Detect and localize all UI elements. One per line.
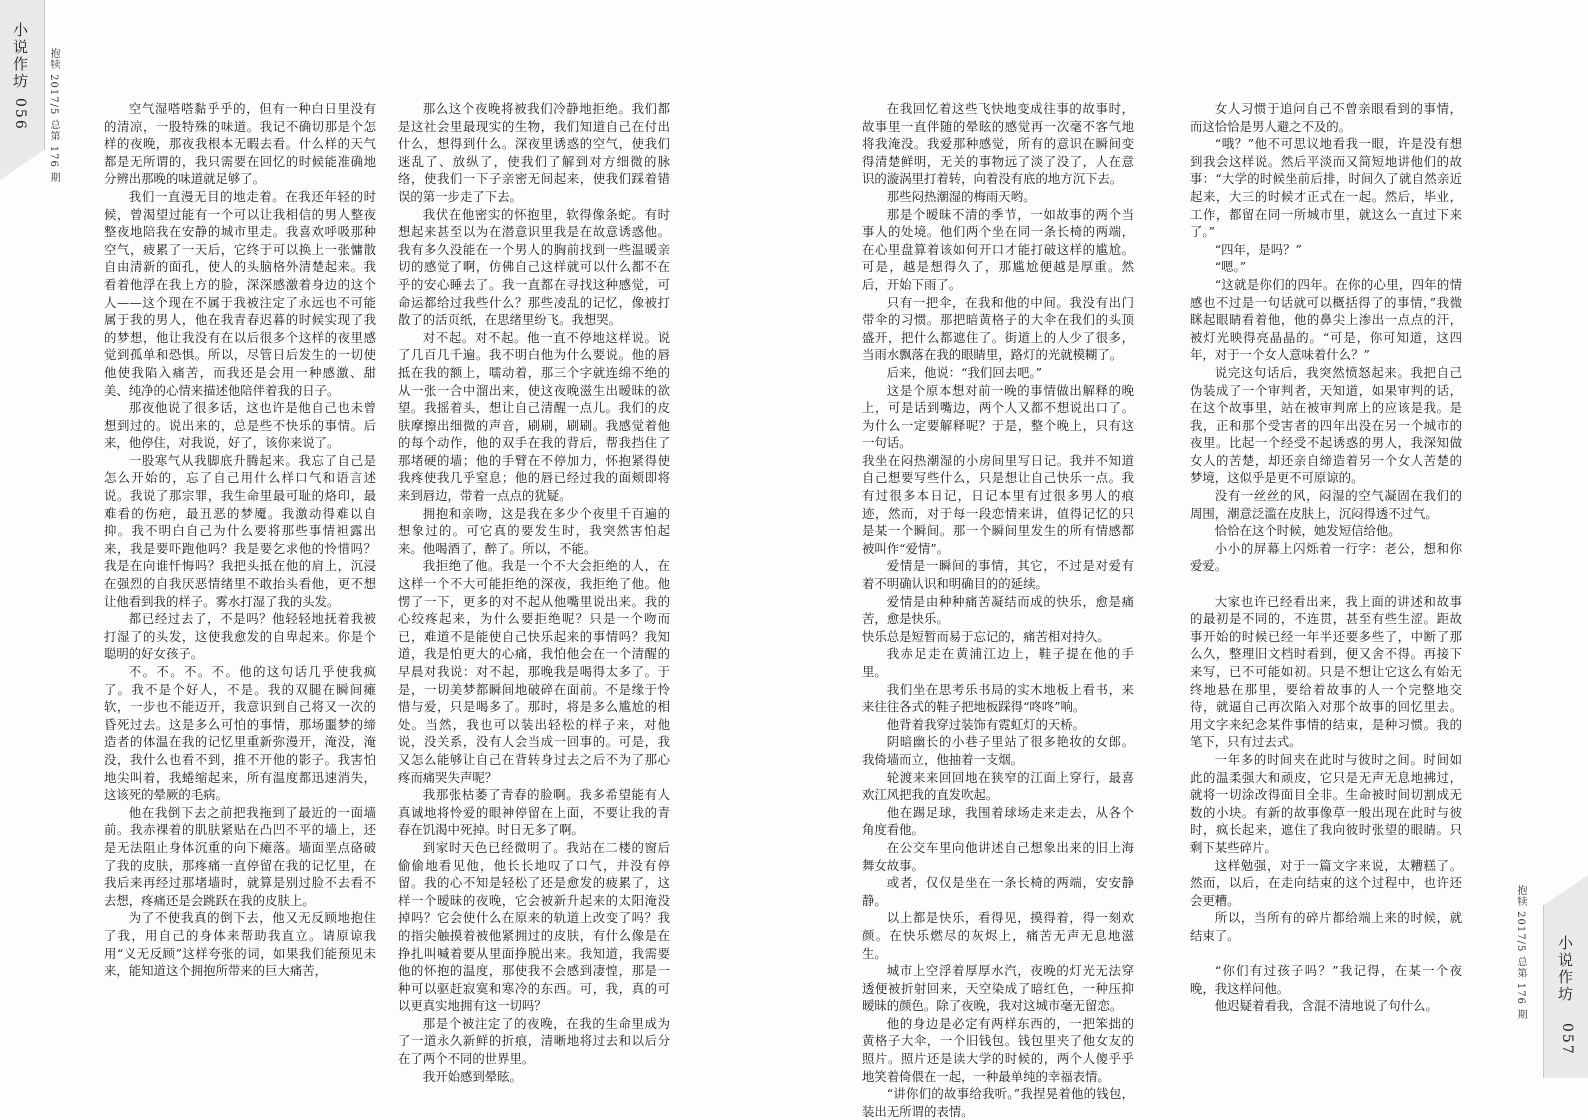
section-title: 小说作坊	[1556, 935, 1574, 1003]
paragraph: 那些闷热潮湿的梅雨天哟。	[886, 188, 1036, 204]
paragraph: 我赤足走在黄浦江边上，鞋子提在他的手里。	[862, 646, 1134, 679]
paragraph: 这样勉强，对于一篇文字来说，太糟糕了。然而，以后，在走向结束的这个过程中，也许还会更糟。	[1190, 857, 1462, 908]
issue-label: 抱犊 2017/5 总第 176 期	[48, 48, 59, 183]
paragraph: 没有一丝丝的风，闷湿的空气凝固在我们的周围，潮意泛滥在皮肤上，沉闷得透不过气。	[1190, 488, 1462, 521]
paragraph: 我开始感到晕眩。	[422, 1068, 522, 1084]
paragraph: “嗯。”	[1214, 259, 1247, 275]
paragraph: 那么这个夜晚将被我们冷静地拒绝。我们都是这社会里最现实的生物，我们知道自己在付出什么，想得到什么。深夜里诱惑的空气，使我们迷乱了、放纵了，使我们了解到对方细微的脉络，使我们一下子亲密无间起来，使我们踩着错误的第一步走了下去。	[398, 101, 670, 204]
text-column-2	[398, 100, 670, 1084]
paragraph: 轮渡来来回回地在狭窄的江面上穿行，最喜欢江风把我的直发吹起。	[862, 769, 1134, 803]
tab-fold	[0, 150, 44, 180]
paragraph: 只有一把伞，在我和他的中间。我没有出门带伞的习惯。那把暗黄格子的大伞在我们的头顶盛开，把什么都遮住了。街道上的人少了很多，当雨水飘落在我的眼睛里，路灯的光就模糊了。	[862, 294, 1134, 363]
paragraph: 那是个被注定了的夜晚，在我的生命里成为了一道永久新鲜的折痕，清晰地将过去和以后分在了两个不同的世界里。	[398, 1015, 670, 1067]
paragraph: 那是个暧昧不清的季节，一如故事的两个当事人的处境。他们两个坐在同一条长椅的两端，在心里盘算着该如何开口才能打破这样的尴尬。可是，越是想得久了，那尴尬便越是厚重。然后，开始下雨了。	[862, 206, 1134, 292]
left-page	[0, 0, 794, 1084]
paragraph: 为了不使我真的倒下去，他又无反顾地抱住了我，用自己的身体来帮助我直立。请原谅我用“义无反顾”这样夸张的词，如果我们能预见未来，能知道这个拥抱所带来的巨大痛苦，	[104, 910, 376, 979]
page-number: 057	[1559, 1023, 1575, 1056]
paragraph: 我坐在闷热潮湿的小房间里写日记。我并不知道自己想要写些什么，只是想让自己快乐一点。我有过很多本日记，日记本里有过很多男人的痕迹，然而，对于每一段恋情来讲，值得记忆的只是某一个瞬间。那一个瞬间里发生的所有情感都被叫作“爱情”。	[862, 452, 1134, 556]
issue-label: 抱犊 2017/5 总第 176 期	[1515, 885, 1526, 1020]
paragraph: 大家也许已经看出来，我上面的讲述和故事的最初是不同的，不连贯，甚至有些生涩。距故事开始的时候已经一年半还要多些了，中断了那么久，整理旧文档时看到，便又舍不得。再接下来写，已不可能如初。只是不想让它这么有始无终地悬在那里，要给着故事的人一个完整地交待，就逼自己再次陷入对那个故事的回忆里去。用文字来纪念某件事情的结束，是种习惯。我的笔下，只有过去式。	[1190, 593, 1462, 750]
section-title: 小说作坊	[11, 22, 29, 90]
paragraph: 拥抱和亲吻，这是我在多少个夜里千百遍的想象过的。可它真的要发生时，我突然害怕起来。他喝酒了，醉了。所以，不能。	[398, 505, 670, 556]
paragraph: “这就是你们的四年。在你的心里，四年的情感也不过是一句话就可以概括得了的事情，”我微眯起眼睛看着他，他的鼻尖上渗出一点点的汗，被灯光映得亮晶晶的。“可是，你可知道，这四年，对于一个女人意味着什么？”	[1190, 276, 1462, 363]
text-column-3	[862, 100, 1134, 1119]
paragraph: “四年，是吗？”	[1214, 241, 1302, 257]
paragraph: 快乐总是短暂而易于忘记的，痛苦相对持久。	[862, 628, 1110, 644]
paragraph: 所以，当所有的碎片都给端上来的时候，就结束了。	[1190, 910, 1462, 943]
paragraph: 在我回忆着这些飞快地变成往事的故事时，故事里一直伴随的晕眩的感觉再一次毫不客气地将我淹没。我爱那种感觉，所有的意识在瞬间变得清楚鲜明，无关的事物远了淡了没了，人在意识的漩涡里打着转，向着没有底的地方沉下去。	[862, 101, 1134, 187]
paragraph: “哦？”他不可思议地看我一眼，许是没有想到我会这样说。然后平淡而又简短地讲他们的故事：“大学的时候坐前后排，时间久了就自然亲近起来，大三的时候才正式在一起。然后，毕业，工作，都留在同一所城市里，就这么一直过下来了。”	[1190, 136, 1462, 240]
paragraph: 我们一直漫无目的地走着。在我还年轻的时候，曾渴望过能有一个可以让我相信的男人整夜整夜地陪我在安静的城市里走。我喜欢呼吸那种空气，疲累了一天后，它终于可以换上一张慵散自由清新的面孔，使人的头脑格外清楚起来。我看着他浮在我上方的脸，深深感激着身边的这个人——这个现在不属于我被注定了永远也不可能属于我的男人，他在我青春迟暮的时候实现了我的梦想，他让我没有在以后很多个这样的夜里感觉到孤单和恐惧。所以，尽管日后发生的一切使他使我陷入痛苦，而我还是会用一种感激、甜美、纯净的心情来描述他陪伴着我的日子。	[104, 188, 376, 398]
paragraph: 那夜他说了很多话，这也许是他自己也未曾想到过的。说出来的，总是些不快乐的事情。后来，他停住，对我说，好了，该你来说了。	[104, 400, 376, 451]
paragraph: 这是个原本想对前一晚的事情做出解释的晚上，可是话到嘴边，两个人又都不想说出口了。为什么一定要解释呢？于是，整个晚上，只有这一句话。	[862, 382, 1134, 451]
paragraph: 他迟疑着看我，含混不清地说了句什么。	[1214, 998, 1438, 1014]
paragraph: 对不起。对不起。他一直不停地这样说。说了几百几千遍。我不明白他为什么要说。他的唇抵在我的额上，嚅动着，那三个字就连绵不绝的从一张一合中溜出来，使这夜晚滋生出暧昧的欲望。我摇着头，想让自己清醒一点儿。我们的皮肤摩擦出细微的声音，刷刷，刷刷。我感觉着他的每个动作，他的双手在我的背后，帮我挡住了那堵硬的墙；他的手臂在不停加力，怀抱紧得使我疼使我几乎窒息；他的唇已经过我的面颊即将来到唇边，带着一点点的犹疑。	[398, 329, 670, 504]
paragraph: 我拒绝了他。我是一个不大会拒绝的人，在这样一个不大可能拒绝的深夜，我拒绝了他。他愣了一下，更多的对不起从他嘴里说出来。我的心绞疼起来，为什么要拒绝呢？只是一个吻而已，难道不是能使自己快乐起来的事情吗？我知道，我是怕更大的心痛，我怕他会在一个清醒的早晨对我说：对不起，那晚我是喝得太多了。于是，一切美梦都瞬间地破碎在面前。不是缘于怜惜与爱，只是喝多了。那时，将是多么尴尬的相处。当然，我也可以装出轻松的样子来，对他说，没关系，没有人会当成一回事的。可是，我又怎么能够让自己在背转身过去之后不为了那心疼而痛哭失声呢？	[398, 558, 670, 785]
paragraph: 到家时天色已经微明了。我站在二楼的窗后偷偷地看见他，他长长地叹了口气，并没有停留。我的心不知是轻松了还是愈发的疲累了，这样一个暧昧的夜晚，它会被新升起来的太阳淹没掉吗？它会使什么在原来的轨道上改变了吗？我的指尖触摸着被他紧拥过的皮肤，有什么像是在挣扎叫喊着要从里面挣脱出来。我知道，我需要他的怀抱的温度，那使我不会感到凄惶，那是一种可以驱赶寂寞和寒冷的东西。可，我，真的可以更真实地拥有这一切吗？	[398, 839, 670, 1014]
paragraph: 他背着我穿过装饰有霓虹灯的天桥。	[886, 716, 1086, 732]
paragraph: 他在我倒下去之前把我拖到了最近的一面墙前。我赤裸着的肌肤紧贴在凸凹不平的墙上，还是无法阻止身体沉重的向下瘫落。墙面垩点硌破了我的皮肤，那疼痛一直停留在我的记忆里，在我后来再经过那堵墙时，就算是别过脸不去看不去想，疼痛还是会跳跃在我的皮肤上。	[104, 804, 376, 908]
paragraph: “讲你们的故事给我听。”我捏晃着他的钱包，装出无所谓的表情。	[862, 1086, 1134, 1119]
paragraph: 空气湿嗒嗒黏乎乎的，但有一种白日里没有的清凉，一股特殊的味道。我记不确切那是个怎样的夜晚，那夜我根本无暇去看。什么样的天气都是无所谓的，我只需要在回忆的时候能准确地分辨出那晚的味道就足够了。	[104, 101, 376, 187]
paragraph: 在公交车里向他讲述自己想象出来的旧上海舞女故事。	[862, 839, 1134, 873]
paragraph: 阴暗幽长的小巷子里站了很多艳妆的女郎。我倚墙而立，他抽着一支烟。	[862, 734, 1134, 767]
paragraph: 女人习惯于追问自己不曾亲眼看到的事情，而这恰恰是男人避之不及的。	[1190, 101, 1462, 134]
section-tab	[0, 0, 45, 150]
right-page	[794, 0, 1588, 1119]
paragraph: 爱情是由种种痛苦凝结而成的快乐，愈是痛苦，愈是快乐。	[862, 593, 1134, 627]
paragraph: 一年多的时间夹在此时与彼时之间。时间如此的温柔强大和顽皮，它只是无声无息地拂过，就将一切涂改得面目全非。生命被时间切割成无数的小块。有新的故事像草一般出现在此时与彼时，疯长起来，遮住了我向彼时张望的眼睛。只剩下某些碎片。	[1190, 751, 1462, 855]
paragraph: 我伏在他密实的怀抱里，软得像条蛇。有时想起来甚至以为在潜意识里我是在故意诱惑他。我有多久没能在一个男人的胸前找到一些温暖亲切的感觉了啊，仿佛自己这样就可以什么都不在乎的安心睡去了。我一直都在寻找这种感觉，可命运都给过我些什么？那些凌乱的记忆，像被打散了的活页纸，在思绪里纷飞。我想哭。	[398, 206, 670, 328]
page-number: 056	[12, 98, 28, 131]
tab-fold	[1544, 875, 1588, 905]
paragraph: 或者，仅仅是坐在一条长椅的两端，安安静静。	[862, 875, 1134, 908]
paragraph: 我那张枯萎了青春的脸啊。我多希望能有人真诚地将怜爱的眼神停留在上面，不要让我的青春在饥渴中死掉。时日无多了啊。	[398, 787, 670, 838]
paragraph: 一股寒气从我脚底升腾起来。我忘了自己是怎么开始的，忘了自己用什么样口气和语言述说。我说了那宗罪，我生命里最可耻的烙印，最难看的伤疤，最丑恶的梦魇。我激动得难以自抑。我不明白自己为什么要将那些事情袒露出来，我是要吓跑他吗？我是要乞求他的怜惜吗？我是在向谁忏悔吗？我把头抵在他的肩上，沉浸在强烈的自我厌恶情绪里不敢抬头看他，更不想让他看到我的样子。雾水打湿了我的头发。	[104, 452, 376, 609]
paragraph: 爱情是一瞬间的事情，其它，不过是对爱有着不明确认识和明确目的的延续。	[862, 558, 1134, 592]
paragraph: 说完这句话后，我突然愤怒起来。我把自己伪装成了一个审判者，天知道，如果审判的话，在这个故事里，站在被审判席上的应该是我。是我，正和那个受害者的四年出没在另一个城市的夜里。比起一个经受不起诱惑的男人，我深知做女人的苦楚，却还亲自缔造着另一个女人苦楚的梦境，这似乎是更不可原谅的。	[1190, 364, 1462, 486]
paragraph: 他的身边是必定有两样东西的，一把笨拙的黄格子大伞，一个旧钱包。钱包里夹了他女友的照片。照片还是读大学的时候的，两个人傻乎乎地笑着倚偎在一起，一种最单纯的幸福表情。	[862, 1015, 1134, 1084]
text-column-4	[1190, 100, 1462, 1014]
paragraph: 小小的屏幕上闪烁着一行字：老公，想和你爱爱。	[1190, 540, 1462, 574]
paragraph: 恰恰在这个时候，她发短信给他。	[1214, 523, 1401, 539]
paragraph: 以上都是快乐，看得见，摸得着，得一刻欢颜。在快乐燃尽的灰烬上，痛苦无声无息地滋生。	[862, 910, 1134, 961]
paragraph: 都已经过去了，不是吗？他轻轻地抚着我被打湿了的头发，这使我愈发的自卑起来。你是个聪明的好女孩子。	[104, 611, 376, 662]
paragraph: 不。不。不。不。他的这句话几乎使我疯了。我不是个好人，不是。我的双腿在瞬间瘫软，一步也不能迈开，我意识到自己将又一次的昏死过去。这是多么可怕的事情，那场噩梦的缔造者的体温在我的记忆里重新弥漫开，淹没，淹没，我什么也看不到，推不开他的影子。我害怕地尖叫着，我蜷缩起来，所有温度都迅速消失，这该死的晕厥的毛病。	[104, 664, 376, 803]
paragraph: 后来，他说：“我们回去吧。”	[886, 364, 1042, 380]
paragraph: 他在踢足球，我围着球场走来走去，从各个角度看他。	[862, 804, 1134, 838]
paragraph: “你们有过孩子吗？”我记得，在某一个夜晚，我这样问他。	[1190, 963, 1462, 996]
text-column-1	[104, 100, 376, 1000]
paragraph: 城市上空浮着厚厚水汽，夜晚的灯光无法穿透便被折射回来，天空染成了暗红色，一种压抑暧昧的颜色。除了夜晚，我对这城市毫无留恋。	[862, 963, 1134, 1014]
section-tab	[1543, 905, 1588, 1078]
paragraph: 我们坐在思考乐书局的实木地板上看书，来来往往各式的鞋子把地板踩得“咚咚”响。	[862, 681, 1134, 715]
